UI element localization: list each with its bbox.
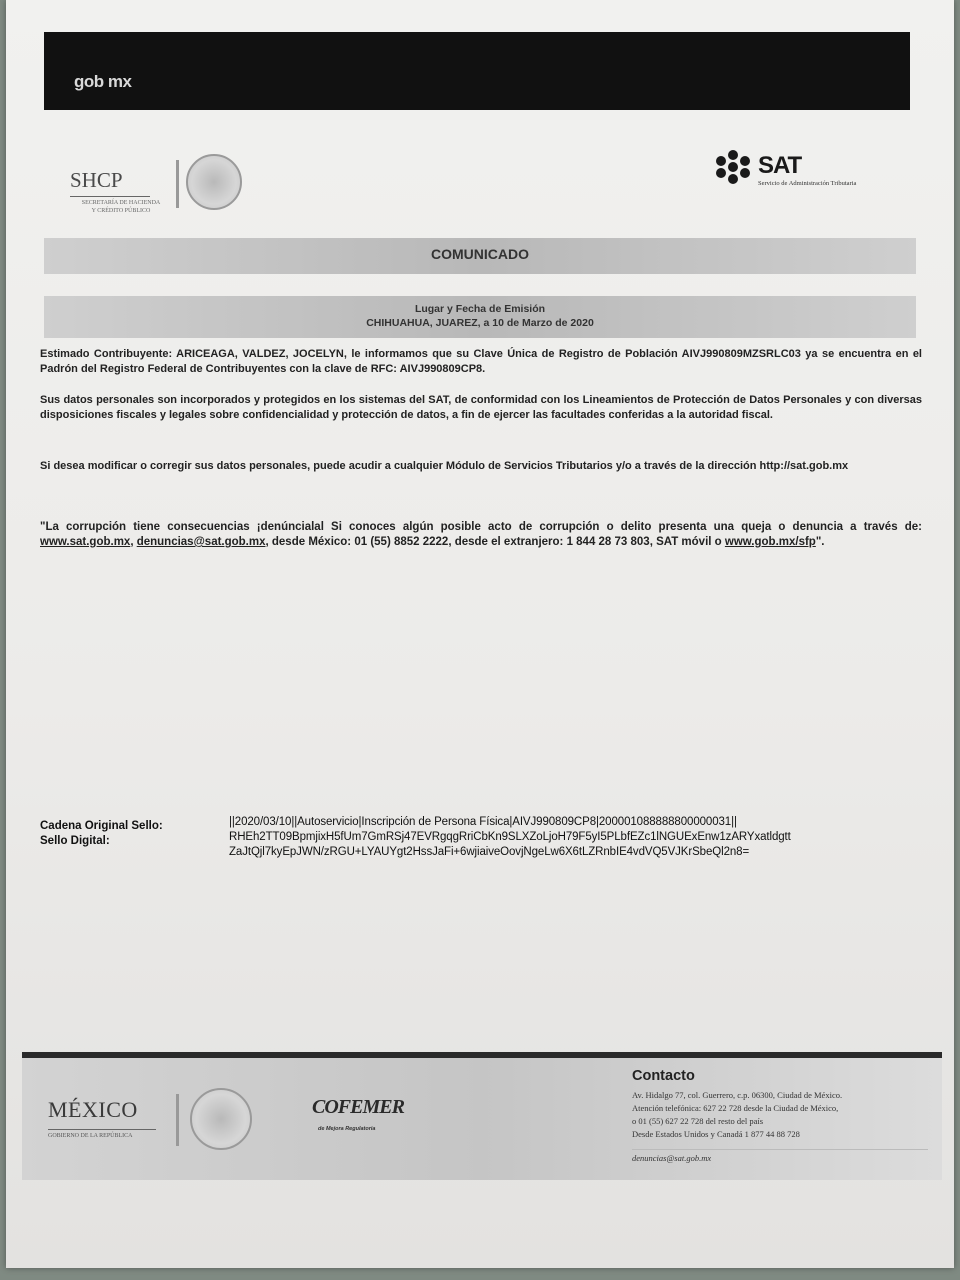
sello-digital-line-1: RHEh2TT09BpmjixH5fUm7GmRSj47EVRgqgRriCbKn9SLXZoLjoH79F5yI5PLbfEZc1lNGUExEnw1zARYxatldgtt	[229, 831, 791, 843]
contact-phone-country: o 01 (55) 627 22 728 del resto del país	[632, 1116, 764, 1126]
sat-logo-text: SAT	[758, 152, 802, 179]
link-gob-sfp[interactable]: www.gob.mx/sfp	[724, 536, 816, 548]
cofemer-logo-text: COFEMER	[312, 1096, 404, 1118]
sello-digital-label: Sello Digital:	[40, 835, 110, 847]
paragraph-modify-data: Si desea modificar o corregir sus datos personales, puede acudir a cualquier Módulo de Servicios Tributarios y/o a través de la dirección http://sat.gob.mx	[40, 460, 849, 472]
sello-digital-line-2: ZaJtQjl7kyEpJWN/zRGU+LYAUYgt2HssJaFi+6wjiaiveOovjNgeLw6X6tLZRnbIE4vdVQ5VJKrSbeQl2n8=	[229, 846, 750, 858]
issue-place-value: CHIHUAHUA, JUAREZ, a 10 de Marzo de 2020	[366, 317, 594, 329]
national-seal-footer-icon	[190, 1088, 252, 1150]
sat-logo-subtitle: Servicio de Administración Tributaria	[758, 180, 857, 187]
mexico-logo	[48, 1097, 138, 1139]
mexico-logo-text: MÉXICO	[48, 1097, 138, 1122]
link-denuncias-email[interactable]: denuncias@sat.gob.mx	[136, 536, 266, 548]
paragraph-registration: Estimado Contribuyente: ARICEAGA, VALDEZ, JOCELYN, le informamos que su Clave Única de Registro de Población AIVJ990809MZSRLC03 ya se encuentra en el Padrón del Registro Federal de Contribuyentes con la clave de RFC: AIVJ990809CP8.	[40, 348, 922, 375]
contact-phone-cdmx: Atención telefónica: 627 22 728 desde la Ciudad de México,	[632, 1103, 839, 1113]
issue-place-bar	[44, 296, 916, 338]
shcp-logo	[58, 160, 268, 230]
gob-header-bar	[44, 32, 910, 110]
sat-logo	[716, 150, 926, 190]
contact-title: Contacto	[632, 1068, 695, 1084]
contact-phone-usa-canada: Desde Estados Unidos y Canadá 1 877 44 88 728	[632, 1129, 800, 1139]
sat-dots-icon	[716, 150, 756, 186]
document-title: COMUNICADO	[431, 246, 529, 262]
gob-mx-logo: gob mx	[74, 72, 132, 91]
mexico-logo-subtitle: GOBIERNO DE LA REPÚBLICA	[48, 1133, 133, 1139]
shcp-logo-subtitle-2: Y CRÉDITO PÚBLICO	[91, 208, 151, 214]
contact-address: Av. Hidalgo 77, col. Guerrero, c.p. 06300, Ciudad de México.	[632, 1090, 843, 1100]
contact-email[interactable]: denuncias@sat.gob.mx	[632, 1153, 712, 1163]
link-sat-gob[interactable]: www.sat.gob.mx	[40, 536, 131, 548]
shcp-logo-text: SHCP	[70, 168, 123, 192]
paragraph-corruption: "La corrupción tiene consecuencias ¡denúncialal Si conoces algún posible acto de corrupción o delito presenta una queja o denuncia a través de: www.sat.gob.mx, denuncias@sat.gob.mx, desde México: 01 (55) 8852 2222, desde el extranjero: 1 844 28 73 803, SAT móvil o www.gob.mx/sfp".	[40, 521, 922, 548]
title-bar	[44, 238, 916, 274]
shcp-logo-subtitle-1: SECRETARÍA DE HACIENDA	[81, 200, 161, 206]
cadena-original-label: Cadena Original Sello:	[40, 820, 163, 832]
cofemer-logo-subtitle: de Mejora Regulatoria	[318, 1126, 376, 1132]
paragraph-privacy: Sus datos personales son incorporados y protegidos en los sistemas del SAT, de conformidad con los Lineamientos de Protección de Datos Personales y con diversas disposiciones fiscales y legales sobre confidencialidad y protección de datos, a fin de ejercer las facultades conferidas a la autoridad fiscal.	[40, 394, 922, 421]
footer-band	[22, 1058, 942, 1180]
cadena-original-value: ||2020/03/10||Autoservicio|Inscripción de Persona Física|AIVJ990809CP8|200001088888800000031||	[229, 816, 737, 828]
national-seal-icon	[186, 154, 242, 210]
cofemer-logo	[312, 1096, 402, 1144]
issue-place-label: Lugar y Fecha de Emisión	[414, 303, 546, 315]
